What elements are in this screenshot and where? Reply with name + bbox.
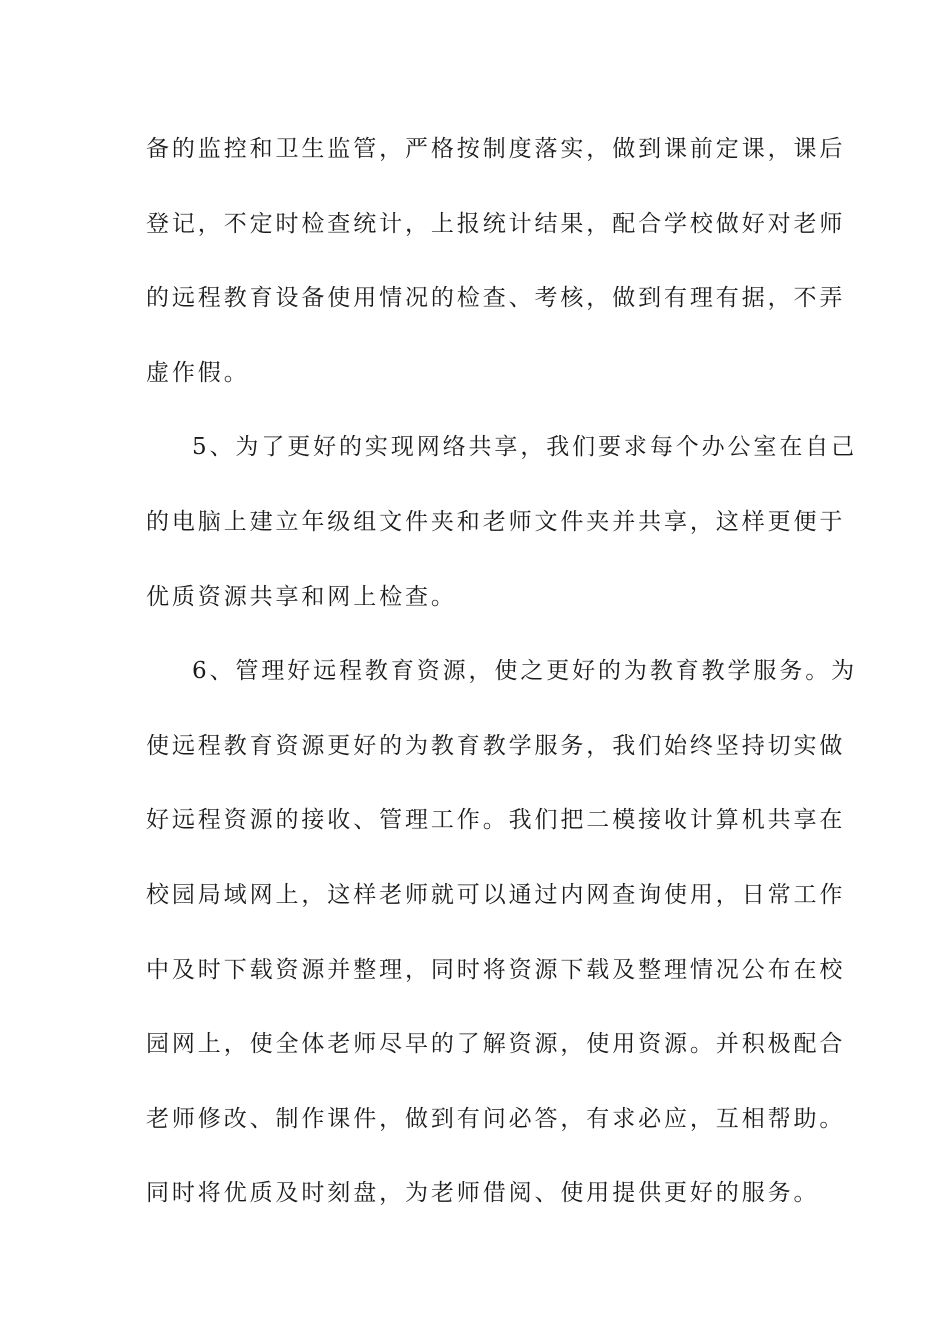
text-line: 同时将优质及时刻盘，为老师借阅、使用提供更好的服务。 <box>146 1180 820 1207</box>
text-line: 使远程教育资源更好的为教育教学服务，我们始终坚持切实做 <box>146 732 846 759</box>
text-line: 登记，不定时检查统计，上报统计结果，配合学校做好对老师 <box>146 210 846 237</box>
text-line: 好远程资源的接收、管理工作。我们把二模接收计算机共享在 <box>146 807 846 834</box>
text-line: 老师修改、制作课件，做到有问必答，有求必应，互相帮助。 <box>146 1105 846 1132</box>
text-line: 园网上，使全体老师尽早的了解资源，使用资源。并积极配合 <box>146 1031 846 1058</box>
text-line: 优质资源共享和网上检查。 <box>146 583 457 610</box>
paragraph-5-start: 5、为了更好的实现网络共享，我们要求每个办公室在自己 <box>192 434 858 461</box>
text-line: 备的监控和卫生监管，严格按制度落实，做到课前定课，课后 <box>146 136 846 162</box>
text-line: 虚作假。 <box>146 359 250 386</box>
paragraph-6-start: 6、管理好远程教育资源，使之更好的为教育教学服务。为 <box>192 658 858 685</box>
text-line: 中及时下载资源并整理，同时将资源下载及整理情况公布在校 <box>146 956 846 983</box>
document-body <box>146 128 858 1247</box>
text-line: 的远程教育设备使用情况的检查、考核，做到有理有据，不弄 <box>146 285 846 312</box>
text-line: 的电脑上建立年级组文件夹和老师文件夹并共享，这样更便于 <box>146 508 846 535</box>
text-line: 校园局域网上，这样老师就可以通过内网查询使用，日常工作 <box>146 881 846 908</box>
